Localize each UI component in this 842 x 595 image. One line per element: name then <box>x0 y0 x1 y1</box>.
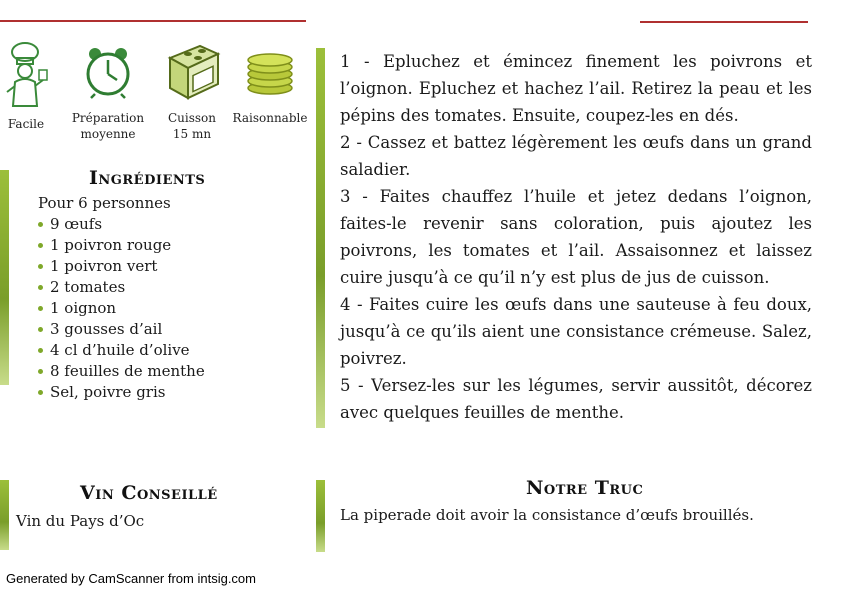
step-4: 4 - Faites cuire les œufs dans une sauteuse à feu doux, jusqu’à ce qu’ils aient une consistance crémeuse. Salez, poivrez. <box>340 295 812 368</box>
truc-text: La piperade doit avoir la consistance d’œufs brouillés. <box>340 506 754 524</box>
cooking-line2: 15 mn <box>172 127 212 141</box>
scanner-footer: Generated by CamScanner from intsig.com <box>6 571 256 586</box>
step-1: 1 - Epluchez et émincez finement les poivrons et l’oignon. Epluchez et hachez l’ail. Retirez la peau et les pépins des tomates. Ensuite, coupez-les en dés. <box>340 52 812 125</box>
difficulty-info <box>0 40 52 132</box>
recipe-info-row <box>0 40 310 155</box>
preparation-line1: Préparation <box>71 111 145 125</box>
coins-icon <box>243 40 297 100</box>
chef-icon <box>1 40 51 110</box>
ingredient-item: Sel, poivre gris <box>38 382 298 403</box>
top-rule-right <box>640 21 808 23</box>
vin-accent-bar <box>0 480 9 550</box>
step-5: 5 - Versez-les sur les légumes, servir aussitôt, décorez avec quelques feuilles de menthe. <box>340 376 812 422</box>
ingredient-item: 9 œufs <box>38 214 298 235</box>
ingredients-body <box>38 193 298 403</box>
cost-label: Raisonnable <box>232 111 308 125</box>
ingredient-item: 3 gousses d’ail <box>38 319 298 340</box>
step-3: 3 - Faites chauffez l’huile et jetez dedans l’oignon, faites-le revenir sans coloration, puis ajoutez les poivrons, les tomates et l’ail. Assaisonnez et laissez cuire jusqu’à ce qu’il n’y est plus de jus de cuisson. <box>340 187 812 287</box>
stove-icon <box>162 40 222 100</box>
difficulty-label: Facile <box>7 117 45 131</box>
ingredients-accent-bar <box>0 170 9 385</box>
ingredient-item: 1 poivron rouge <box>38 235 298 256</box>
ingredients-list <box>38 214 298 403</box>
ingredient-item: 8 feuilles de menthe <box>38 361 298 382</box>
ingredients-title: Ingrédients <box>89 167 206 189</box>
truc-title: Notre Truc <box>526 477 644 499</box>
servings-text: Pour 6 personnes <box>38 194 171 212</box>
top-rule-left <box>0 20 306 22</box>
cooking-line1: Cuisson <box>167 111 217 125</box>
ingredient-item: 1 poivron vert <box>38 256 298 277</box>
vin-title: Vin Conseillé <box>80 482 218 504</box>
preparation-line2: moyenne <box>80 127 136 141</box>
truc-accent-bar <box>316 480 325 552</box>
ingredient-item: 1 oignon <box>38 298 298 319</box>
cooking-info <box>160 40 224 142</box>
step-2: 2 - Cassez et battez légèrement les œufs dans un grand saladier. <box>340 133 812 179</box>
steps-accent-bar <box>316 48 325 428</box>
cost-info <box>232 40 308 126</box>
alarm-clock-icon <box>83 40 133 100</box>
preparation-info <box>68 40 148 142</box>
ingredient-item: 2 tomates <box>38 277 298 298</box>
ingredient-item: 4 cl d’huile d’olive <box>38 340 298 361</box>
vin-text: Vin du Pays d’Oc <box>16 512 145 530</box>
recipe-steps <box>340 48 812 426</box>
